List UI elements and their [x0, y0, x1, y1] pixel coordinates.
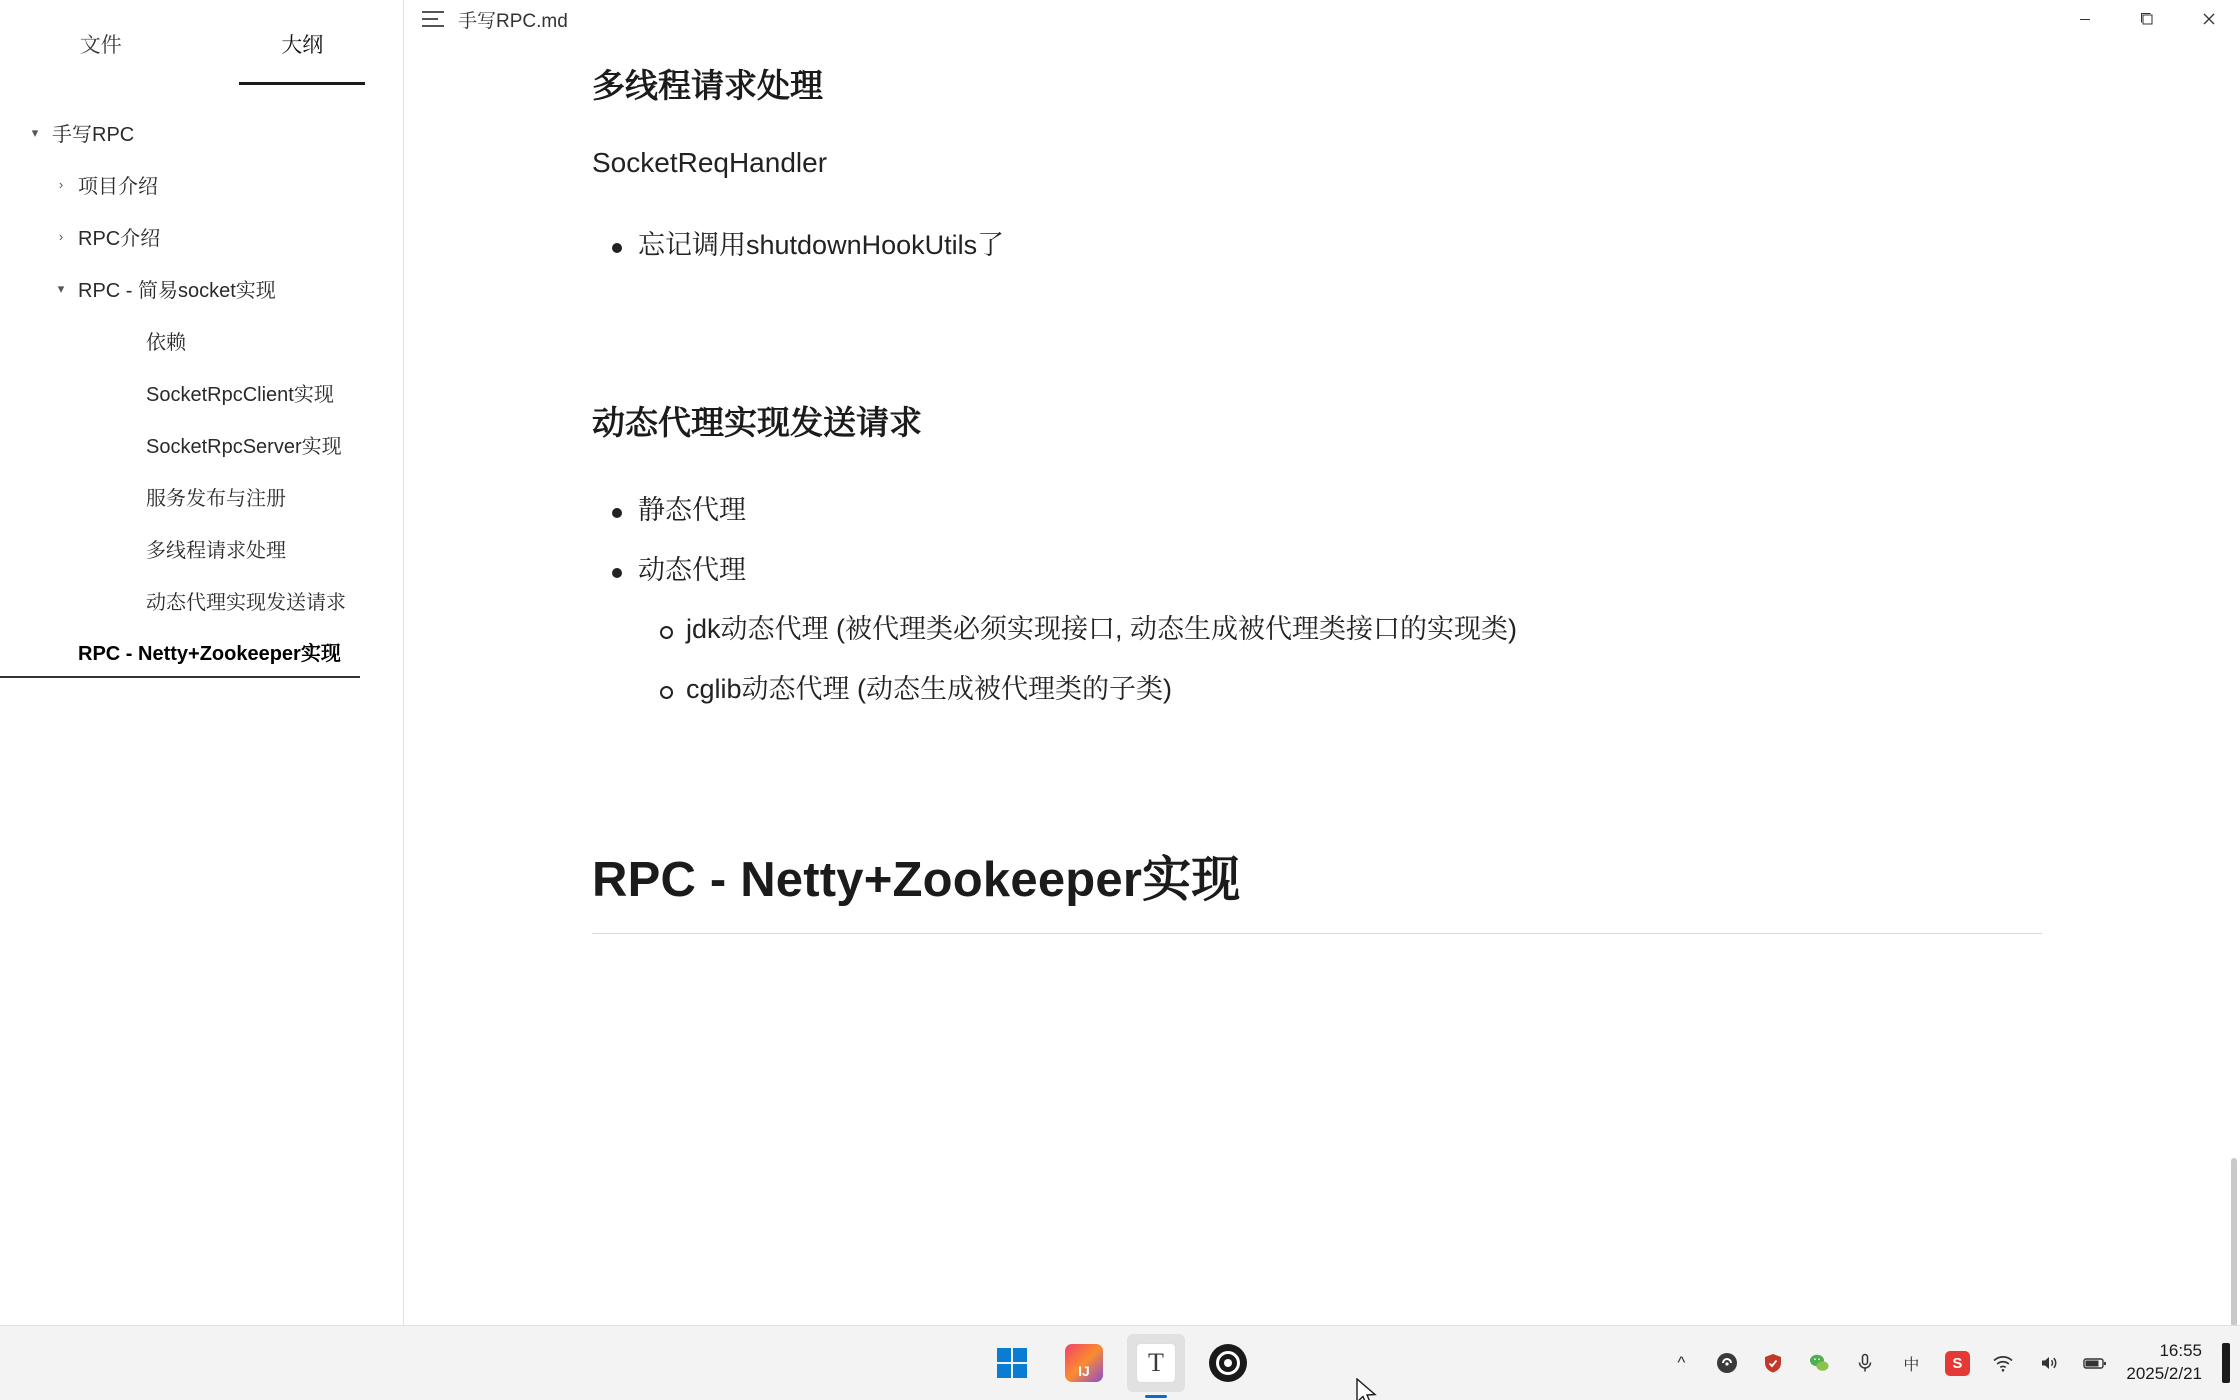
- list-item: 静态代理: [592, 492, 2090, 530]
- microphone-icon-button[interactable]: [1842, 1334, 1888, 1392]
- minimize-button[interactable]: [2054, 0, 2116, 38]
- notification-center-button[interactable]: [2222, 1343, 2230, 1383]
- outline-item-label: 动态代理实现发送请求: [146, 591, 346, 614]
- outline-item-label: 多线程请求处理: [146, 539, 286, 562]
- tab-files[interactable]: [0, 0, 202, 88]
- taskbar-app-group: [983, 1334, 1257, 1392]
- list-item: jdk动态代理 (被代理类必须实现接口, 动态生成被代理类接口的实现类): [640, 611, 2090, 649]
- wifi-icon: [1991, 1351, 2015, 1375]
- clock-time: 16:55: [2159, 1341, 2202, 1361]
- heading-netty-zookeeper: RPC - Netty+Zookeeper实现: [592, 852, 1241, 907]
- clash-tray-icon-button[interactable]: [1704, 1334, 1750, 1392]
- outline-item-project-intro[interactable]: [0, 158, 403, 210]
- outline-item-service-publish[interactable]: [0, 470, 403, 522]
- chevron-right-icon[interactable]: ›: [58, 176, 64, 192]
- taskbar-item-intellij[interactable]: [1055, 1334, 1113, 1392]
- window-controls: [2054, 0, 2240, 38]
- windows-logo-icon: [997, 1348, 1027, 1378]
- outline-item-socket-impl[interactable]: [0, 262, 403, 314]
- chevron-down-icon[interactable]: ▾: [57, 280, 65, 296]
- sogou-icon: S: [1945, 1351, 1970, 1376]
- wechat-tray-icon-button[interactable]: [1796, 1334, 1842, 1392]
- wifi-button[interactable]: [1980, 1334, 2026, 1392]
- outline-item-dependency[interactable]: [0, 314, 403, 366]
- ime-indicator-button[interactable]: [1888, 1334, 1934, 1392]
- outline-item-label: RPC - 简易socket实现: [78, 279, 276, 302]
- outline-item-label: 服务发布与注册: [146, 487, 286, 510]
- wechat-icon: [1807, 1351, 1831, 1375]
- taskbar: [0, 1325, 2240, 1400]
- chevron-down-icon[interactable]: ▾: [31, 124, 39, 140]
- tab-outline[interactable]: [202, 0, 404, 88]
- battery-button[interactable]: [2072, 1334, 2118, 1392]
- start-button[interactable]: [983, 1334, 1041, 1392]
- minimize-icon: [2077, 11, 2093, 27]
- microphone-icon: [1853, 1351, 1877, 1375]
- list-item: 动态代理: [592, 552, 2090, 590]
- window-title-bar: [404, 0, 2240, 38]
- battery-icon: [2081, 1351, 2109, 1375]
- heading-rule: [592, 933, 2042, 934]
- taskbar-item-obs[interactable]: [1199, 1334, 1257, 1392]
- taskbar-item-typora[interactable]: [1127, 1334, 1185, 1392]
- outline-item-socketrpcserver[interactable]: [0, 418, 403, 470]
- maximize-icon: [2139, 11, 2155, 27]
- intellij-idea-label: IJ: [1078, 1363, 1090, 1379]
- clash-icon: [1715, 1351, 1739, 1375]
- document-title-area: [404, 6, 568, 33]
- list-shutdownhook: [592, 227, 2090, 265]
- typora-icon: [1136, 1343, 1176, 1383]
- clock-date: 2025/2/21: [2126, 1364, 2202, 1383]
- document-scrollbar[interactable]: [2231, 1158, 2237, 1325]
- speaker-icon: [2037, 1351, 2061, 1375]
- hamburger-menu-icon[interactable]: [422, 11, 444, 27]
- heading-dynamic-proxy: 动态代理实现发送请求: [592, 403, 922, 441]
- sidebar-panel: [0, 0, 404, 1325]
- close-button[interactable]: [2178, 0, 2240, 38]
- outline-item-multithread[interactable]: [0, 522, 403, 574]
- list-proxy-types: [592, 492, 2090, 590]
- clock[interactable]: [2118, 1340, 2216, 1386]
- outline-item-root[interactable]: [0, 106, 403, 158]
- obs-icon: [1209, 1344, 1247, 1382]
- outline-item-dynamic-proxy[interactable]: [0, 574, 403, 626]
- list-item: cglib动态代理 (动态生成被代理类的子类): [640, 671, 2090, 709]
- list-item: 忘记调用shutdownHookUtils了: [592, 227, 2090, 265]
- outline-item-netty-zookeeper[interactable]: [0, 626, 360, 678]
- sidebar-tabs: [0, 0, 403, 88]
- typora-label: T: [1148, 1348, 1164, 1377]
- outline-tree: [0, 88, 403, 678]
- outline-item-label: SocketRpcClient实现: [146, 383, 334, 406]
- close-icon: [2201, 11, 2217, 27]
- security-tray-icon-button[interactable]: [1750, 1334, 1796, 1392]
- intellij-idea-icon: [1065, 1344, 1103, 1382]
- outline-item-socketrpcclient[interactable]: [0, 366, 403, 418]
- tab-files-label: 文件: [79, 34, 122, 57]
- document-editor[interactable]: [404, 38, 2240, 1325]
- outline-item-label: 手写RPC: [52, 123, 135, 146]
- paragraph-sockethandler: SocketReqHandler: [592, 147, 828, 178]
- show-hidden-icons-button[interactable]: [1658, 1334, 1704, 1392]
- outline-item-label: 项目介绍: [78, 175, 158, 198]
- ime-icon: 中: [1903, 1356, 1920, 1374]
- list-dynamic-proxy-kinds: [640, 611, 2090, 709]
- outline-item-rpc-intro[interactable]: [0, 210, 403, 262]
- shield-icon: [1761, 1351, 1785, 1375]
- outline-item-label: RPC - Netty+Zookeeper实现: [78, 642, 341, 665]
- sogou-input-icon-button[interactable]: [1934, 1334, 1980, 1392]
- tab-outline-label: 大纲: [281, 34, 324, 57]
- chevron-right-icon[interactable]: ›: [58, 228, 64, 244]
- heading-multithread: 多线程请求处理: [592, 67, 823, 104]
- outline-item-label: 依赖: [146, 331, 186, 354]
- system-tray: [1658, 1326, 2240, 1400]
- document-title: 手写RPC.md: [458, 10, 568, 32]
- maximize-button[interactable]: [2116, 0, 2178, 38]
- outline-item-label: SocketRpcServer实现: [146, 435, 342, 458]
- volume-button[interactable]: [2026, 1334, 2072, 1392]
- chevron-up-icon: ^: [1677, 1353, 1686, 1372]
- outline-item-label: RPC介绍: [78, 227, 161, 250]
